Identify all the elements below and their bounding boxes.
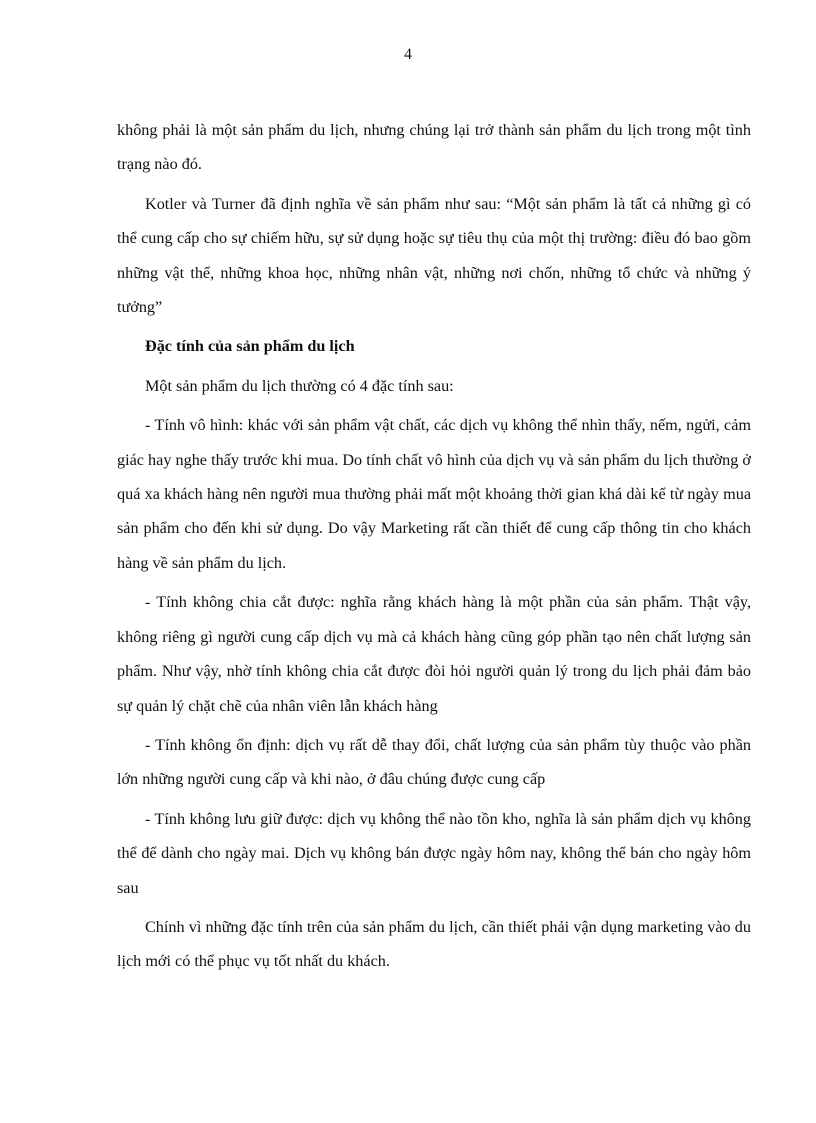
section-heading: Đặc tính của sản phẩm du lịch: [145, 337, 355, 356]
paragraph-inseparability: - Tính không chia cắt được: nghĩa rằng khách hàng là một phần của sản phẩm. Thật vậy, không riêng gì người cung cấp dịch vụ mà cả khách hàng cũng góp phần tạo nên chất lượng sản phẩm. Như vậy, nhờ tính không chia cắt được đòi hỏi người quản lý trong du lịch phải đảm bảo sự quản lý chặt chẽ của nhân viên lẫn khách hàng: [117, 593, 751, 715]
paragraph-continuation: không phải là một sản phẩm du lịch, nhưng chúng lại trở thành sản phẩm du lịch trong một tình trạng nào đó.: [117, 121, 751, 174]
paragraph-kotler-definition: Kotler và Turner đã định nghĩa về sản phẩm như sau: “Một sản phẩm là tất cả những gì có thể cung cấp cho sự chiếm hữu, sự sử dụng hoặc sự tiêu thụ của một thị trường: điều đó bao gồm những vật thể, những khoa học, những nhân vật, những nơi chốn, những tổ chức và những ý tưởng”: [117, 194, 751, 317]
paragraph-conclusion: Chính vì những đặc tính trên của sản phẩm du lịch, cần thiết phải vận dụng marketing vào du lịch mới có thể phục vụ tốt nhất du khách.: [117, 917, 751, 971]
paragraph-intangibility: - Tính vô hình: khác với sản phẩm vật chất, các dịch vụ không thể nhìn thấy, nếm, ngửi, cảm giác hay nghe thấy trước khi mua. Do tính chất vô hình của dịch vụ và sản phẩm du lịch thường ở quá xa khách hàng nên người mua thường phải mất một khoảng thời gian khá dài kể từ ngày mua sản phẩm cho đến khi sử dụng. Do vậy Marketing rất cần thiết để cung cấp thông tin cho khách hàng về sản phẩm du lịch.: [117, 416, 751, 572]
page-number: 4: [404, 46, 412, 63]
paragraph-variability: - Tính không ổn định: dịch vụ rất dễ thay đổi, chất lượng của sản phẩm tùy thuộc vào phần lớn những người cung cấp và khi nào, ở đâu chúng được cung cấp: [117, 735, 751, 789]
document-body: [117, 113, 751, 979]
paragraph-perishability: - Tính không lưu giữ được: dịch vụ không thể nào tồn kho, nghĩa là sản phẩm dịch vụ không thể để dành cho ngày mai. Dịch vụ không bán được ngày hôm nay, không thể bán cho ngày hôm sau: [117, 809, 751, 897]
paragraph-intro-characteristics: Một sản phẩm du lịch thường có 4 đặc tính sau:: [145, 376, 454, 395]
